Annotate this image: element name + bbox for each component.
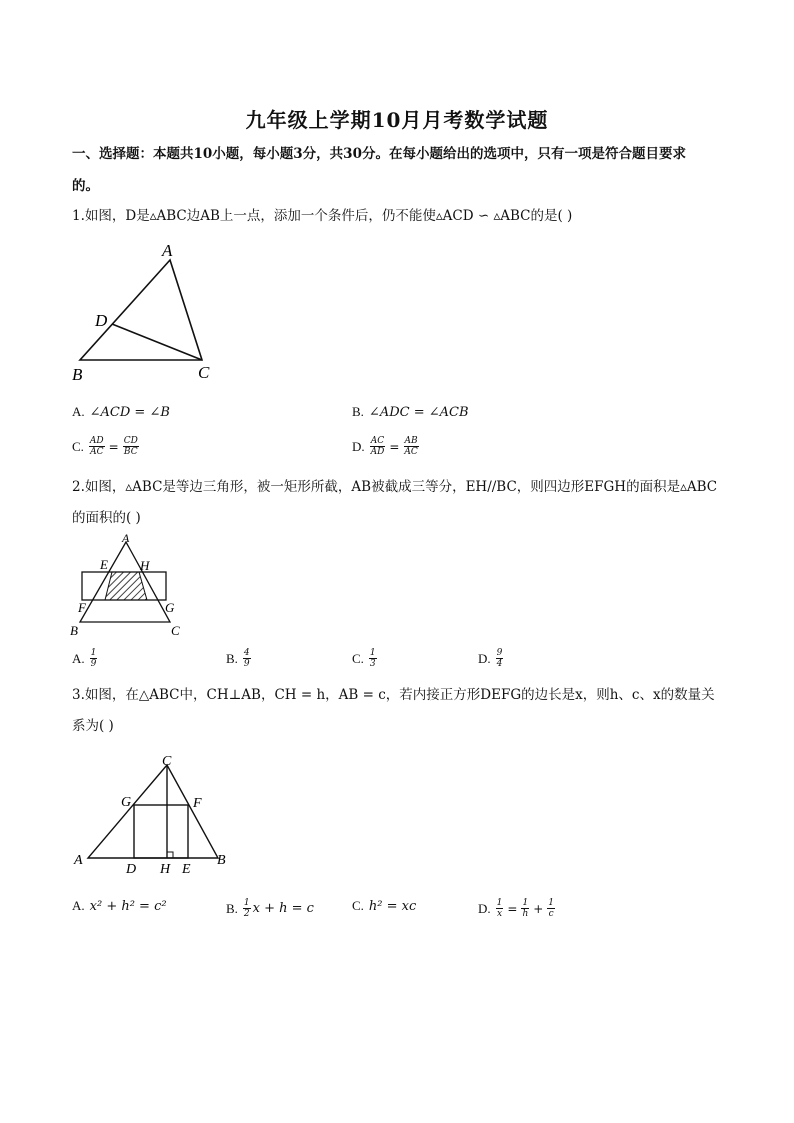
triangle-abc xyxy=(80,260,202,360)
segment-dc xyxy=(112,324,202,360)
q2-option-d[interactable] xyxy=(478,648,503,669)
question-1-figure xyxy=(66,236,226,386)
figure-label-f: F xyxy=(193,796,202,811)
fraction: $\frac{1}{h}$ xyxy=(522,898,529,919)
q2-option-c[interactable] xyxy=(352,648,377,669)
figure-label-h: H xyxy=(140,558,150,573)
q1-option-c[interactable]: C. $\frac{AD}{AC}$ = $\frac{CD}{BC}$ xyxy=(72,436,138,457)
option-text: h² = xc xyxy=(368,898,417,914)
option-label: C. xyxy=(72,438,84,454)
section-heading-continued: 的。 xyxy=(72,178,99,194)
figure-label-e: E xyxy=(100,557,108,572)
option-text: ∠ADC = ∠ACB xyxy=(368,404,469,420)
figure-label-h: H xyxy=(160,862,171,877)
figure-label-a: A xyxy=(122,531,130,545)
question-1-stem: 1.如图，D是▵ABC边AB上一点，添加一个条件后，仍不能使▵ACD ∽ ▵ABC的是( ) xyxy=(72,208,573,224)
figure-label-g: G xyxy=(121,795,132,810)
figure-label-a: A xyxy=(162,241,173,260)
option-label: A. xyxy=(72,650,85,666)
option-label: D. xyxy=(352,438,365,454)
option-label: B. xyxy=(226,900,238,916)
figure-label-c: C xyxy=(198,363,210,382)
figure-label-d: D xyxy=(95,311,108,330)
fraction: $\frac{AC}{AD}$ xyxy=(370,436,385,457)
q3-option-d[interactable]: D. $\frac{1}{x}$ = $\frac{1}{h}$ + $\frac{1}{c}$ xyxy=(478,898,555,919)
fraction: $\frac{CD}{BC}$ xyxy=(123,436,138,457)
right-angle-mark xyxy=(167,852,173,858)
q2-option-a[interactable] xyxy=(72,648,97,669)
figure-label-b: B xyxy=(70,623,78,638)
q3-option-b[interactable] xyxy=(226,898,314,919)
fraction: $\frac{4}{9}$ xyxy=(243,648,250,669)
figure-label-d: D xyxy=(126,862,137,877)
fraction: $\frac{1}{2}$ xyxy=(243,898,250,919)
figure-label-b: B xyxy=(217,853,226,868)
section-heading: 一、选择题：本题共10小题，每小题3分，共30分。在每小题给出的选项中，只有一项是符合题目要求 xyxy=(72,146,686,162)
option-label: C. xyxy=(352,898,364,913)
fraction: $\frac{1}{x}$ xyxy=(496,898,503,919)
figure-label-c: C xyxy=(162,754,172,769)
option-label: D. xyxy=(478,650,491,666)
question-2-figure xyxy=(66,530,196,642)
triangle-abc xyxy=(88,765,218,858)
fraction: $\frac{1}{c}$ xyxy=(548,898,555,919)
fraction: $\frac{1}{3}$ xyxy=(369,648,376,669)
option-label: C. xyxy=(352,650,364,666)
fraction: $\frac{1}{9}$ xyxy=(90,648,97,669)
fraction: $\frac{AB}{AC}$ xyxy=(404,436,418,457)
figure-label-a: A xyxy=(74,853,83,868)
q3-option-a[interactable] xyxy=(72,898,167,914)
figure-label-e: E xyxy=(182,862,191,877)
option-label: A. xyxy=(72,898,85,913)
question-2-stem-line-2: 的面积的( ) xyxy=(72,510,141,526)
figure-label-f: F xyxy=(78,600,86,615)
fraction: $\frac{9}{4}$ xyxy=(496,648,503,669)
option-label: A. xyxy=(72,404,85,419)
q1-option-a[interactable] xyxy=(72,404,170,420)
option-label: D. xyxy=(478,900,491,916)
question-3-stem-line-2: 系为( ) xyxy=(72,718,114,734)
question-3-figure xyxy=(66,745,236,880)
page-title: 九年级上学期10月月考数学试题 xyxy=(245,108,549,132)
fraction: $\frac{AD}{AC}$ xyxy=(89,436,104,457)
question-2-stem-line-1: 2.如图，▵ABC是等边三角形，被一矩形所截，AB被截成三等分，EH//BC，则四边形EFGH的面积是▵ABC xyxy=(72,479,718,495)
option-label: B. xyxy=(226,650,238,666)
shaded-region-efgh xyxy=(105,572,147,600)
figure-label-c: C xyxy=(171,623,180,638)
figure-label-b: B xyxy=(72,365,83,384)
option-label: B. xyxy=(352,404,364,419)
question-3-stem-line-1: 3.如图，在△ABC中，CH⊥AB，CH = h，AB = c，若内接正方形DEFG的边长是x，则h、c、x的数量关 xyxy=(72,687,715,703)
option-text: ∠ACD = ∠B xyxy=(89,404,170,420)
option-text: x + h = c xyxy=(252,901,314,916)
q3-option-c[interactable] xyxy=(352,898,416,914)
q1-option-d[interactable]: D. $\frac{AC}{AD}$ = $\frac{AB}{AC}$ xyxy=(352,436,418,457)
square-defg xyxy=(134,805,188,858)
figure-label-g: G xyxy=(165,600,175,615)
q1-option-b[interactable] xyxy=(352,404,469,420)
q2-option-b[interactable] xyxy=(226,648,251,669)
option-text: x² + h² = c² xyxy=(89,898,167,914)
